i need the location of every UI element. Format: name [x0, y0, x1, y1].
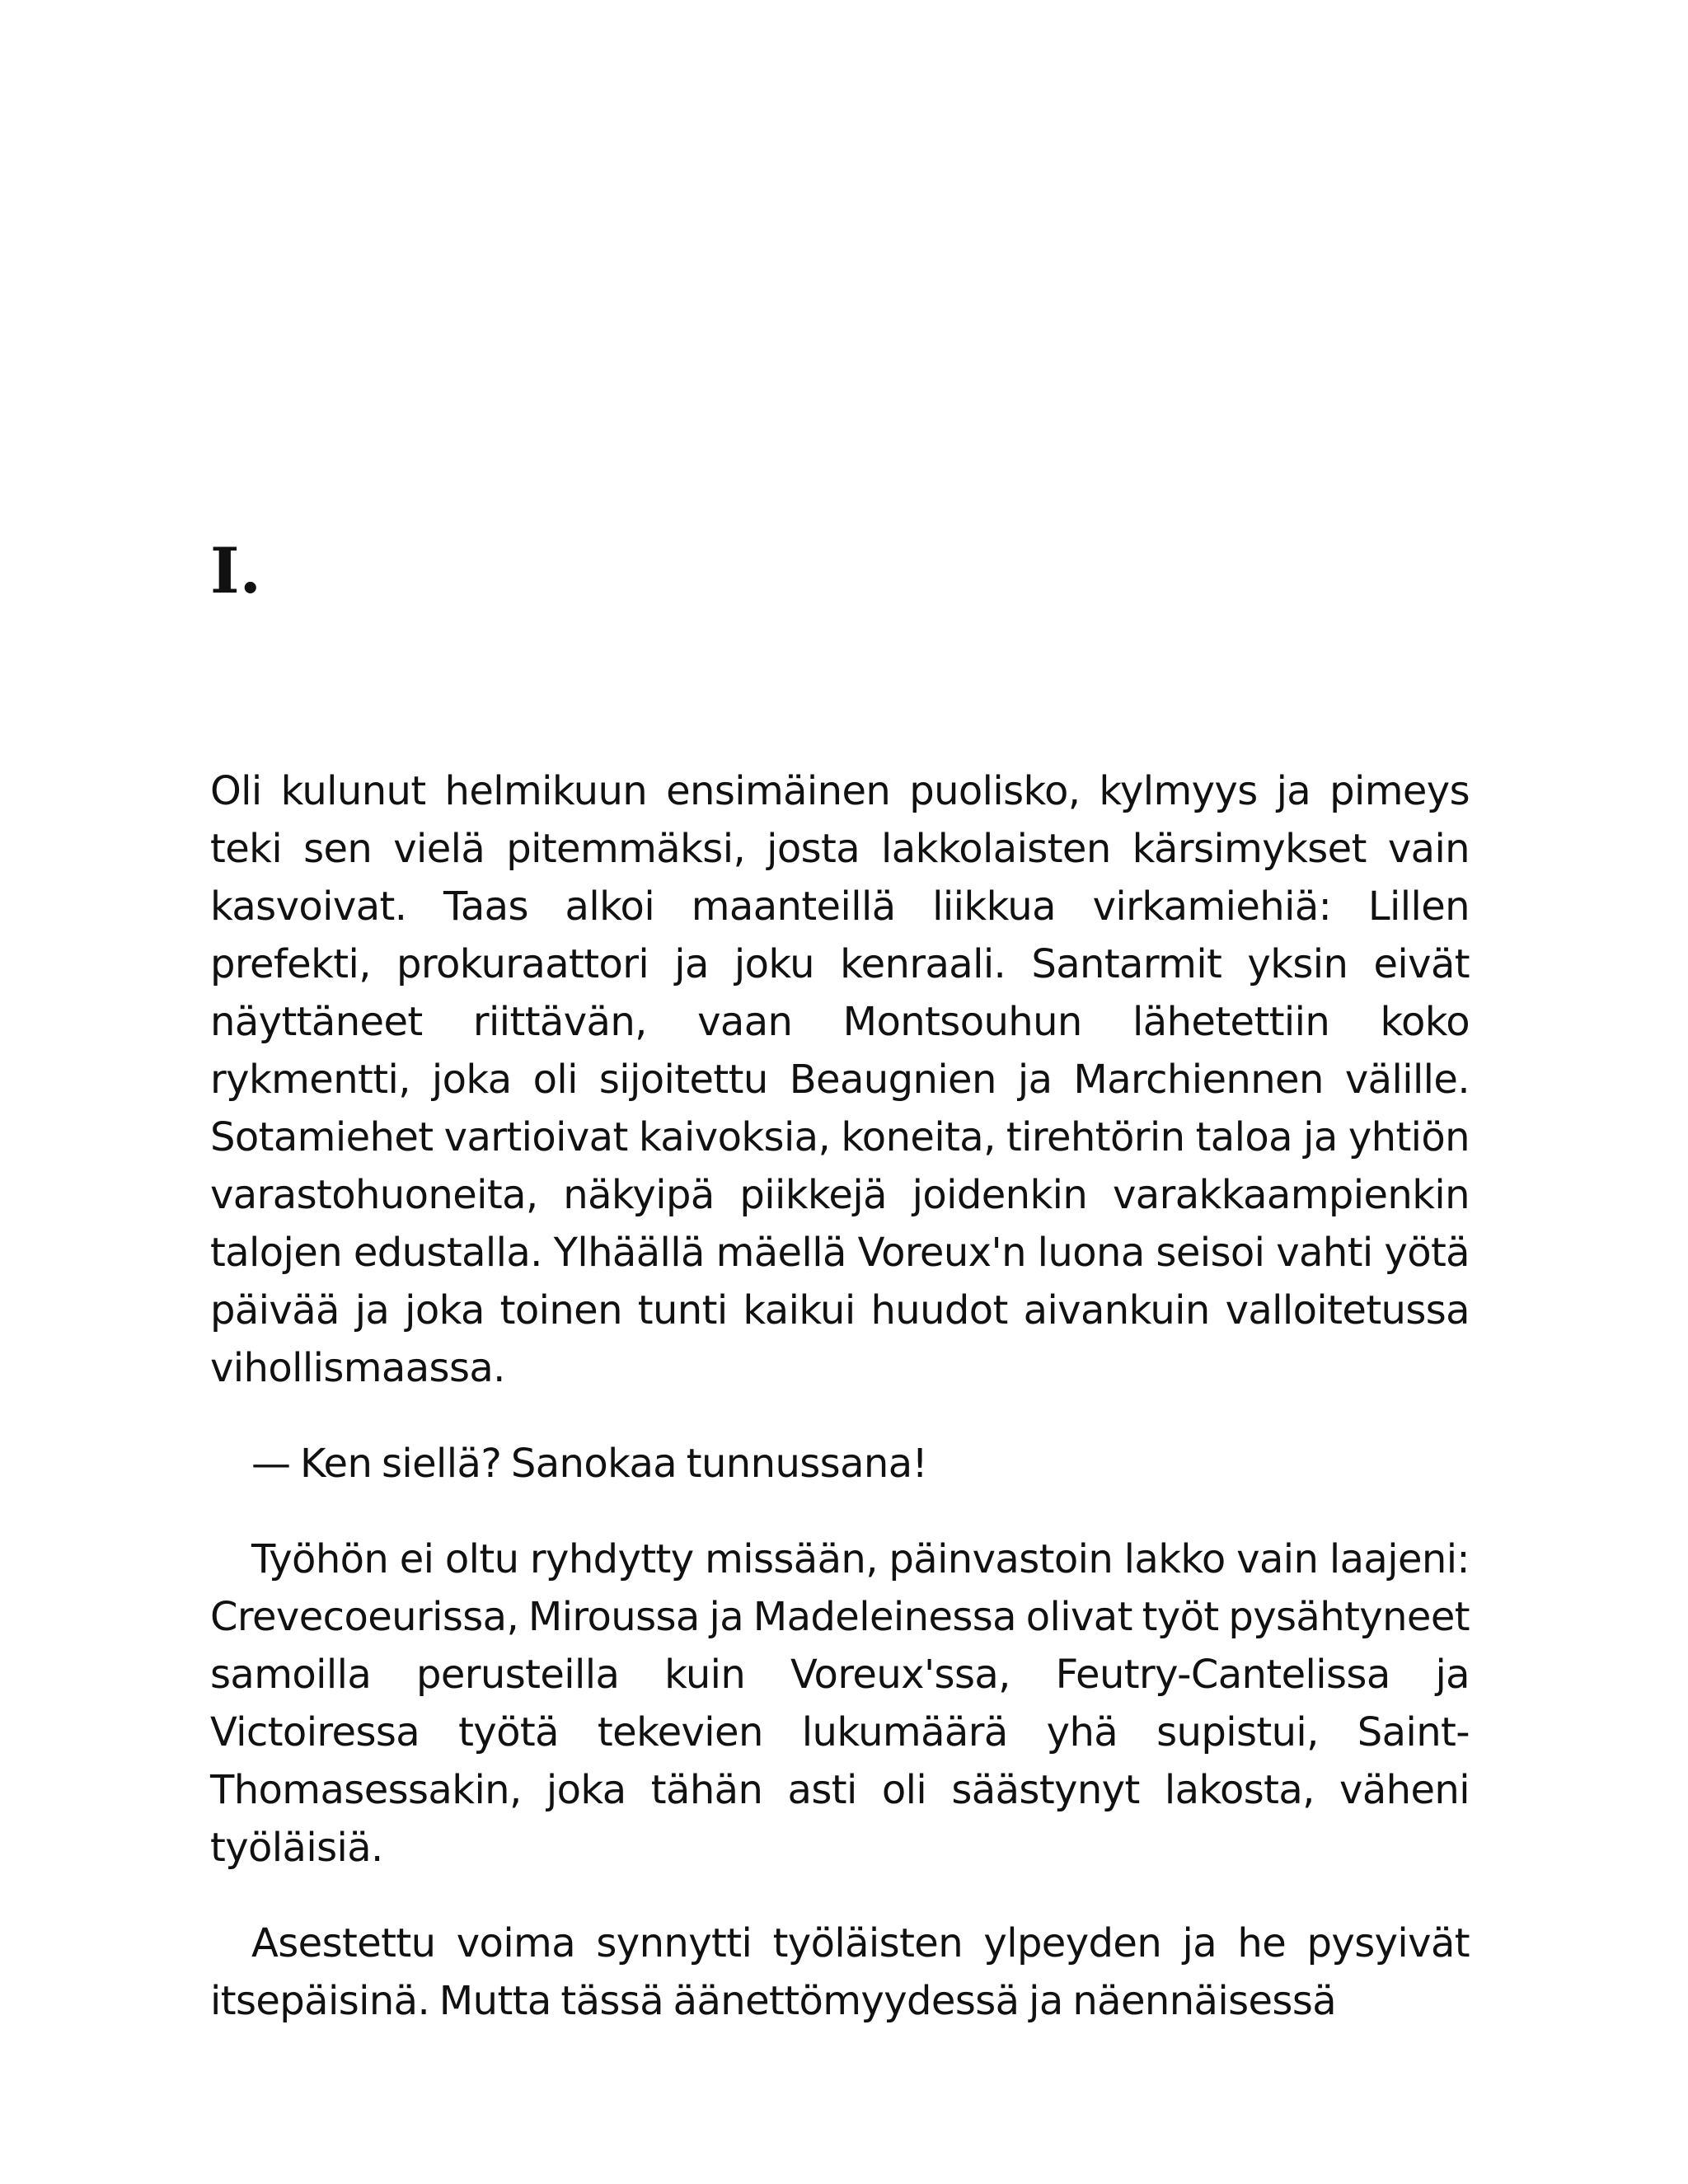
paragraph-strike-spreads: Työhön ei oltu ryhdytty missään, päinvastoin lakko vain laajeni: Crevecoeurissa, Miroussa ja Madeleinessa olivat työt pysähtyneet samoilla perusteilla kuin Voreux'ssa, Feutry-Cantelissa ja Victoiressa työtä tekevien lukumäärä yhä supistui, Saint-Thomasessakin, joka tähän asti oli säästynyt lakosta, väheni työläisiä.: [210, 1536, 1470, 1871]
chapter-heading: I.: [210, 534, 262, 607]
paragraph-dialogue: — Ken siellä? Sanokaa tunnussana!: [251, 1441, 928, 1487]
chapter-body: [210, 762, 1470, 2068]
paragraph-armed-force: Asestettu voima synnytti työläisten ylpeyden ja he pysyivät itsepäisinä. Mutta tässä äänettömyydessä ja näennäisessä: [210, 1920, 1470, 2024]
paragraph-opening: Oli kulunut helmikuun ensimäinen puolisko, kylmyys ja pimeys teki sen vielä pitemmäksi, josta lakkolaisten kärsimykset vain kasvoivat. Taas alkoi maanteillä liikkua virkamiehiä: Lillen prefekti, prokuraattori ja joku kenraali. Santarmit yksin eivät näyttäneet riittävän, vaan Montsouhun lähetettiin koko rykmentti, joka oli sijoitettu Beaugnien ja Marchiennen välille. Sotamiehet vartioivat kaivoksia, koneita, tirehtörin taloa ja yhtiön varastohuoneita, näkyipä piikkejä joidenkin varakkaampienkin talojen edustalla. Ylhäällä mäellä Voreux'n luona seisoi vahti yötä päivää ja joka toinen tunti kaikui huudot aivankuin valloitetussa vihollismaassa.: [210, 768, 1470, 1391]
